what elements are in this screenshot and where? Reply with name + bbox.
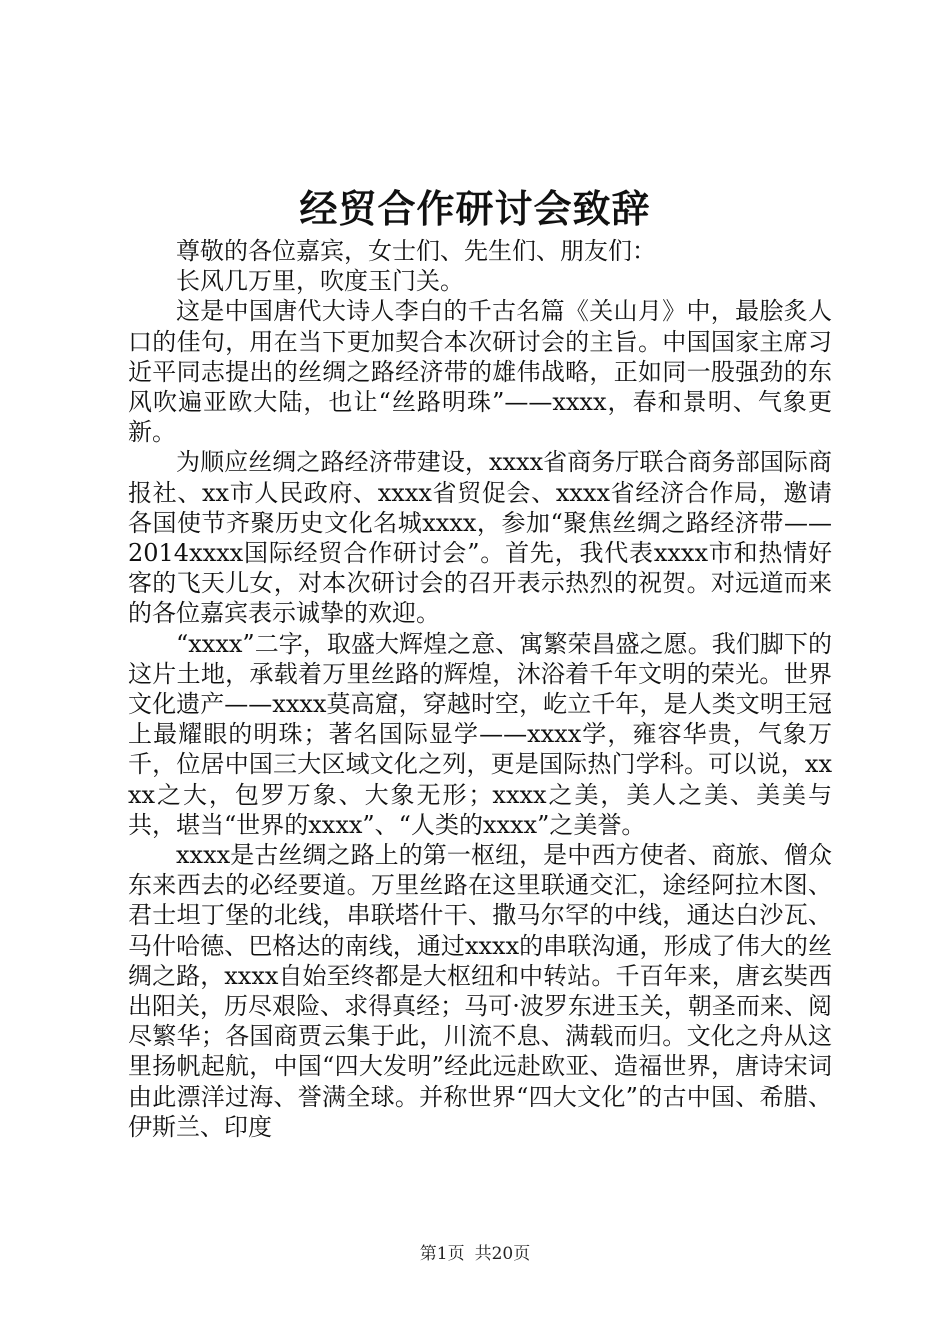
page-number: 第1页 [419, 1244, 465, 1264]
document-body [128, 236, 832, 1142]
page-footer [0, 1242, 950, 1266]
document-title: 经贸合作研讨会致辞 [299, 186, 651, 231]
body-paragraph: xxxx是古丝绸之路上的第一枢纽，是中西方使者、商旅、僧众东来西去的必经要道。万里丝路在这里联通交汇，途经阿拉木图、君士坦丁堡的北线，串联塔什干、撒马尔罕的中线，通达白沙瓦、马什哈德、巴格达的南线，通过xxxx的串联沟通，形成了伟大的丝绸之路，xxxx自始至终都是大枢纽和中转站。千百年来，唐玄奘西出阳关，历尽艰险、求得真经；马可·波罗东进玉关，朝圣而来、阅尽繁华；各国商贾云集于此，川流不息、满载而归。文化之舟从这里扬帆起航，中国“四大发明”经此远赴欧亚、造福世界，唐诗宋词由此漂洋过海、誉满全球。并称世界“四大文化”的古中国、希腊、伊斯兰、印度 [128, 841, 832, 1141]
salutation-paragraph: 尊敬的各位嘉宾，女士们、先生们、朋友们： [176, 237, 656, 265]
poem-quote-paragraph: 长风几万里，吹度玉门关。 [176, 267, 464, 296]
page-total: 共20页 [474, 1244, 531, 1264]
body-paragraph: 这是中国唐代大诗人李白的千古名篇《关山月》中，最脍炙人口的佳句，用在当下更加契合本次研讨会的主旨。中国国家主席习近平同志提出的丝绸之路经济带的雄伟战略，正如同一股强劲的东风吹遍亚欧大陆，也让“丝路明珠”——xxxx，春和景明、气象更新。 [128, 297, 832, 447]
body-paragraph: 为顺应丝绸之路经济带建设，xxxx省商务厅联合商务部国际商报社、xx市人民政府、xxxx省贸促会、xxxx省经济合作局，邀请各国使节齐聚历史文化名城xxxx，参加“聚焦丝绸之路经济带——2014xxxx国际经贸合作研讨会”。首先，我代表xxxx市和热情好客的飞天儿女，对本次研讨会的召开表示热烈的祝贺。对远道而来的各位嘉宾表示诚挚的欢迎。 [128, 448, 832, 628]
body-paragraph: “xxxx”二字，取盛大辉煌之意、寓繁荣昌盛之愿。我们脚下的这片土地，承载着万里丝路的辉煌，沐浴着千年文明的荣光。世界文化遗产——xxxx莫高窟，穿越时空，屹立千年，是人类文明王冠上最耀眼的明珠；著名国际显学——xxxx学，雍容华贵，气象万千，位居中国三大区域文化之列，更是国际热门学科。可以说，xxxx之大，包罗万象、大象无形；xxxx之美，美人之美、美美与共，堪当“世界的xxxx”、“人类的xxxx”之美誉。 [128, 629, 832, 839]
